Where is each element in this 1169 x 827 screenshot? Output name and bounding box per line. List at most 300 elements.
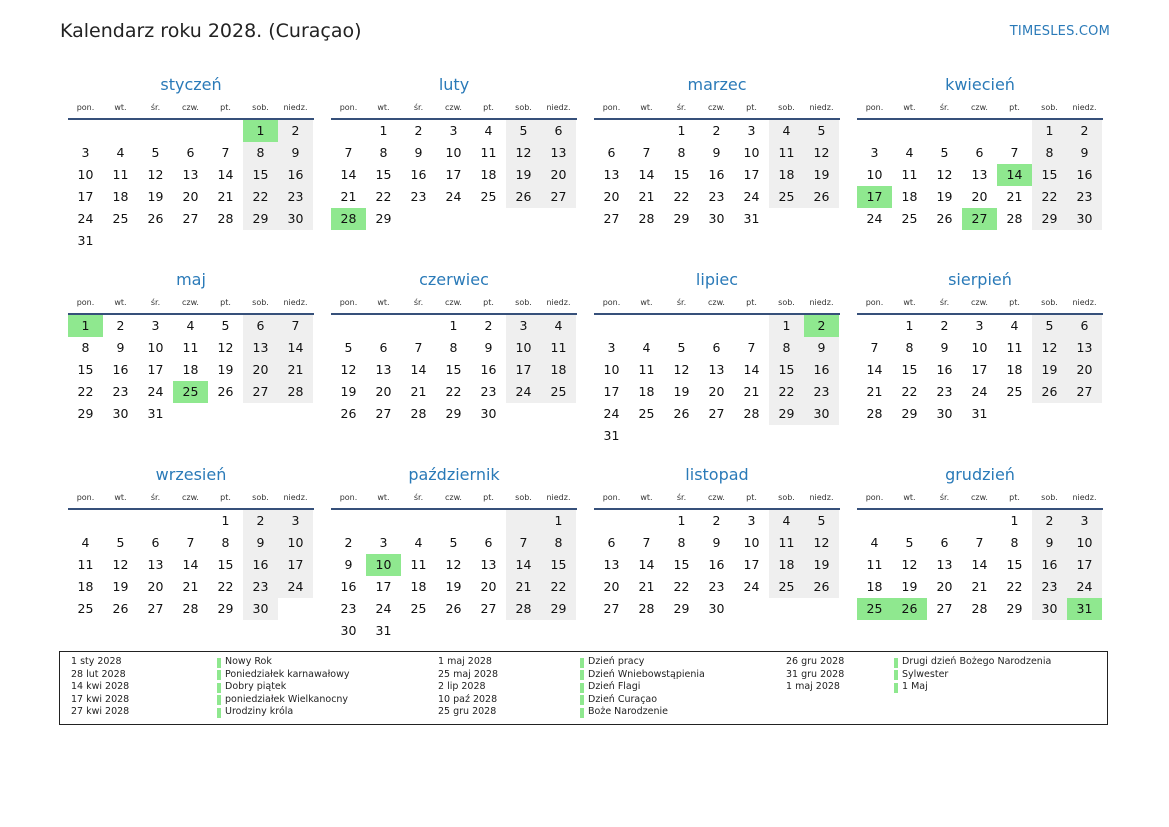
weekday-label: śr. <box>413 297 424 307</box>
weekday-label: sob. <box>515 297 532 307</box>
day-cell: 19 <box>217 362 234 377</box>
weekday-label: śr. <box>939 492 950 502</box>
day-cell: 23 <box>410 189 427 204</box>
empty-cell <box>892 510 927 532</box>
day-cell: 29 <box>217 601 234 616</box>
day-cell: 3 <box>81 145 90 160</box>
legend-color-marker <box>217 695 221 705</box>
weekday-label: pon. <box>76 102 95 112</box>
weekday-label: czw. <box>708 297 725 307</box>
day-cell: 30 <box>1032 598 1067 620</box>
day-cell: 4 <box>769 120 804 142</box>
weekday-header <box>68 486 314 510</box>
day-cell: 1 <box>769 315 804 337</box>
day-cell: 17 <box>147 362 164 377</box>
day-cell: 13 <box>375 362 392 377</box>
weekday-label: pt. <box>1009 492 1020 502</box>
day-cell: 31 <box>603 428 620 443</box>
day-cell: 29 <box>673 601 690 616</box>
day-cell: 30 <box>1067 208 1102 230</box>
day-cell: 11 <box>77 557 94 572</box>
day-cell: 21 <box>1006 189 1023 204</box>
day-cell: 6 <box>186 145 195 160</box>
day-cell: 12 <box>217 340 234 355</box>
months-grid <box>68 74 1102 659</box>
day-cell: 27 <box>603 211 620 226</box>
weekday-label: czw. <box>708 492 725 502</box>
day-cell: 10 <box>445 145 462 160</box>
day-cell: 16 <box>708 557 725 572</box>
day-cell: 6 <box>607 145 616 160</box>
day-cell: 30 <box>804 403 839 425</box>
day-cell: 18 <box>1006 362 1023 377</box>
day-cell: 14 <box>506 554 541 576</box>
legend-color-marker <box>580 658 584 668</box>
legend-date: 31 gru 2028 <box>786 668 845 680</box>
day-cell: 23 <box>278 186 313 208</box>
day-cell: 1 <box>379 123 388 138</box>
weekday-header <box>68 96 314 120</box>
empty-cell <box>699 315 734 337</box>
weekday-label: sob. <box>1041 102 1058 112</box>
empty-cell <box>506 620 541 642</box>
day-cell: 4 <box>769 510 804 532</box>
day-cell: 19 <box>445 579 462 594</box>
day-cell: 28 <box>278 381 313 403</box>
day-cell: 3 <box>1067 510 1102 532</box>
weekday-label: pt. <box>220 492 231 502</box>
month-name: październik <box>408 465 500 484</box>
empty-cell <box>103 510 138 532</box>
day-cell: 6 <box>975 145 984 160</box>
legend-holiday-name: Dzień Curaçao <box>588 693 658 705</box>
day-cell: 27 <box>541 186 576 208</box>
empty-cell <box>962 120 997 142</box>
legend-color-marker <box>217 658 221 668</box>
day-cell: 26 <box>892 598 927 620</box>
legend-holiday-name: Poniedziałek karnawałowy <box>225 668 350 680</box>
day-cell: 29 <box>901 406 918 421</box>
day-cell: 1 <box>449 318 458 333</box>
day-cell: 1 <box>677 513 686 528</box>
empty-cell <box>471 208 506 230</box>
day-cell: 8 <box>1032 142 1067 164</box>
day-cell: 28 <box>331 208 366 230</box>
day-cell: 20 <box>708 384 725 399</box>
day-cell: 25 <box>769 576 804 598</box>
weekday-label: pt. <box>1009 102 1020 112</box>
weekday-label: sob. <box>1041 297 1058 307</box>
legend-date: 17 kwi 2028 <box>71 693 130 705</box>
weekday-label: śr. <box>676 492 687 502</box>
days-grid <box>594 510 840 620</box>
days-grid <box>68 120 314 252</box>
day-cell: 7 <box>642 535 651 550</box>
day-cell: 6 <box>484 535 493 550</box>
empty-cell <box>892 120 927 142</box>
day-cell: 5 <box>151 145 160 160</box>
empty-cell <box>804 208 839 230</box>
weekday-label: niedz. <box>809 297 834 307</box>
month-name: maj <box>176 270 206 289</box>
day-cell: 18 <box>410 579 427 594</box>
day-cell: 11 <box>901 167 918 182</box>
weekday-label: sob. <box>778 492 795 502</box>
day-cell: 28 <box>638 211 655 226</box>
day-cell: 24 <box>743 189 760 204</box>
weekday-label: śr. <box>413 492 424 502</box>
day-cell: 27 <box>243 381 278 403</box>
empty-cell <box>278 403 313 425</box>
weekday-label: śr. <box>150 102 161 112</box>
day-cell: 18 <box>769 164 804 186</box>
day-cell: 2 <box>940 318 949 333</box>
day-cell: 19 <box>340 384 357 399</box>
day-cell: 31 <box>375 623 392 638</box>
legend-date: 10 paź 2028 <box>438 693 498 705</box>
legend-color-marker <box>580 695 584 705</box>
day-cell: 14 <box>997 164 1032 186</box>
days-grid <box>857 315 1103 425</box>
day-cell: 11 <box>410 557 427 572</box>
day-cell: 15 <box>445 362 462 377</box>
legend-color-marker <box>894 683 898 693</box>
day-cell: 19 <box>936 189 953 204</box>
legend-color-marker <box>894 670 898 680</box>
month-11 <box>594 464 840 659</box>
month-name: sierpień <box>948 270 1012 289</box>
day-cell: 25 <box>112 211 129 226</box>
legend-holiday-name: Dzień Wniebowstąpienia <box>588 668 705 680</box>
day-cell: 25 <box>857 598 892 620</box>
weekday-label: sob. <box>252 102 269 112</box>
day-cell: 6 <box>712 340 721 355</box>
day-cell: 18 <box>638 384 655 399</box>
empty-cell <box>769 425 804 447</box>
day-cell: 11 <box>112 167 129 182</box>
empty-cell <box>927 510 962 532</box>
day-cell: 24 <box>445 189 462 204</box>
day-cell: 12 <box>1032 337 1067 359</box>
day-cell: 26 <box>147 211 164 226</box>
day-cell: 24 <box>1067 576 1102 598</box>
day-cell: 26 <box>804 186 839 208</box>
legend-holiday-name: Dobry piątek <box>225 681 287 693</box>
weekday-label: czw. <box>971 492 988 502</box>
empty-cell <box>541 620 576 642</box>
legend-date: 28 lut 2028 <box>71 668 126 680</box>
empty-cell <box>629 425 664 447</box>
day-cell: 9 <box>712 535 721 550</box>
day-cell: 29 <box>77 406 94 421</box>
day-cell: 4 <box>870 535 879 550</box>
day-cell: 15 <box>673 557 690 572</box>
weekday-header <box>857 486 1103 510</box>
legend-date: 14 kwi 2028 <box>71 681 130 693</box>
weekday-header <box>857 96 1103 120</box>
empty-cell <box>594 315 629 337</box>
day-cell: 8 <box>243 142 278 164</box>
days-grid <box>594 315 840 447</box>
empty-cell <box>804 598 839 620</box>
weekday-label: śr. <box>676 297 687 307</box>
day-cell: 26 <box>506 186 541 208</box>
day-cell: 16 <box>480 362 497 377</box>
weekday-label: pt. <box>746 102 757 112</box>
weekday-label: wt. <box>114 297 127 307</box>
day-cell: 13 <box>936 557 953 572</box>
day-cell: 21 <box>506 576 541 598</box>
day-cell: 2 <box>414 123 423 138</box>
day-cell: 6 <box>151 535 160 550</box>
day-cell: 8 <box>769 337 804 359</box>
day-cell: 29 <box>1032 208 1067 230</box>
day-cell: 22 <box>1006 579 1023 594</box>
day-cell: 10 <box>603 362 620 377</box>
day-cell: 15 <box>243 164 278 186</box>
empty-cell <box>278 598 313 620</box>
month-name: luty <box>438 75 470 94</box>
empty-cell <box>506 403 541 425</box>
day-cell: 25 <box>769 186 804 208</box>
legend-date: 1 sty 2028 <box>71 656 122 667</box>
weekday-label: pt. <box>746 297 757 307</box>
weekday-label: pt. <box>1009 297 1020 307</box>
day-cell: 4 <box>1010 318 1019 333</box>
day-cell: 13 <box>147 557 164 572</box>
day-cell: 10 <box>77 167 94 182</box>
page-title: Kalendarz roku 2028. (Curaçao) <box>60 20 362 42</box>
days-grid <box>331 315 577 425</box>
day-cell: 25 <box>638 406 655 421</box>
day-cell: 3 <box>278 510 313 532</box>
weekday-label: pt. <box>483 297 494 307</box>
day-cell: 29 <box>445 406 462 421</box>
legend-color-marker <box>217 670 221 680</box>
day-cell: 11 <box>769 532 804 554</box>
day-cell: 10 <box>147 340 164 355</box>
weekday-header <box>331 96 577 120</box>
day-cell: 19 <box>673 384 690 399</box>
legend-holiday-name: Dzień Flagi <box>588 681 641 693</box>
day-cell: 16 <box>278 164 313 186</box>
day-cell: 1 <box>243 120 278 142</box>
empty-cell <box>962 510 997 532</box>
day-cell: 1 <box>541 510 576 532</box>
days-grid <box>331 120 577 230</box>
day-cell: 5 <box>804 120 839 142</box>
day-cell: 22 <box>541 576 576 598</box>
day-cell: 10 <box>866 167 883 182</box>
empty-cell <box>997 120 1032 142</box>
empty-cell <box>103 120 138 142</box>
day-cell: 24 <box>375 601 392 616</box>
weekday-header <box>68 291 314 315</box>
day-cell: 8 <box>449 340 458 355</box>
day-cell: 28 <box>182 601 199 616</box>
brand-link[interactable]: TIMESLES.COM <box>1009 24 1110 39</box>
day-cell: 13 <box>182 167 199 182</box>
day-cell: 25 <box>173 381 208 403</box>
day-cell: 17 <box>971 362 988 377</box>
empty-cell <box>594 120 629 142</box>
empty-cell <box>471 620 506 642</box>
day-cell: 12 <box>901 557 918 572</box>
day-cell: 14 <box>278 337 313 359</box>
weekday-label: wt. <box>640 297 653 307</box>
day-cell: 6 <box>243 315 278 337</box>
day-cell: 21 <box>638 579 655 594</box>
day-cell: 8 <box>221 535 230 550</box>
weekday-label: czw. <box>445 297 462 307</box>
weekday-label: pon. <box>76 492 95 502</box>
day-cell: 29 <box>769 403 804 425</box>
day-cell: 11 <box>866 557 883 572</box>
day-cell: 14 <box>743 362 760 377</box>
holiday-legend <box>59 651 1108 725</box>
day-cell: 18 <box>769 554 804 576</box>
day-cell: 4 <box>414 535 423 550</box>
day-cell: 6 <box>940 535 949 550</box>
day-cell: 29 <box>375 211 392 226</box>
day-cell: 11 <box>541 337 576 359</box>
day-cell: 28 <box>506 598 541 620</box>
day-cell: 21 <box>182 579 199 594</box>
day-cell: 13 <box>603 557 620 572</box>
day-cell: 23 <box>112 384 129 399</box>
empty-cell <box>366 315 401 337</box>
day-cell: 23 <box>1067 186 1102 208</box>
day-cell: 9 <box>484 340 493 355</box>
day-cell: 15 <box>1032 164 1067 186</box>
day-cell: 4 <box>642 340 651 355</box>
day-cell: 11 <box>769 142 804 164</box>
day-cell: 25 <box>901 211 918 226</box>
day-cell: 30 <box>936 406 953 421</box>
day-cell: 26 <box>445 601 462 616</box>
day-cell: 3 <box>747 513 756 528</box>
day-cell: 2 <box>712 123 721 138</box>
day-cell: 16 <box>340 579 357 594</box>
month-name: czerwiec <box>419 270 489 289</box>
day-cell: 22 <box>1032 186 1067 208</box>
weekday-label: wt. <box>377 297 390 307</box>
day-cell: 5 <box>506 120 541 142</box>
empty-cell <box>804 425 839 447</box>
month-7 <box>594 269 840 464</box>
day-cell: 2 <box>243 510 278 532</box>
month-1 <box>68 74 314 269</box>
day-cell: 7 <box>414 340 423 355</box>
legend-color-marker <box>580 683 584 693</box>
empty-cell <box>629 510 664 532</box>
day-cell: 8 <box>379 145 388 160</box>
day-cell: 22 <box>375 189 392 204</box>
weekday-label: sob. <box>515 102 532 112</box>
day-cell: 6 <box>541 120 576 142</box>
day-cell: 5 <box>1032 315 1067 337</box>
day-cell: 5 <box>940 145 949 160</box>
day-cell: 14 <box>182 557 199 572</box>
day-cell: 23 <box>936 384 953 399</box>
empty-cell <box>734 598 769 620</box>
day-cell: 20 <box>1067 359 1102 381</box>
weekday-header <box>331 486 577 510</box>
weekday-label: czw. <box>971 102 988 112</box>
days-grid <box>594 120 840 230</box>
day-cell: 3 <box>379 535 388 550</box>
day-cell: 1 <box>221 513 230 528</box>
weekday-label: śr. <box>413 102 424 112</box>
day-cell: 12 <box>804 532 839 554</box>
weekday-label: czw. <box>708 102 725 112</box>
day-cell: 31 <box>77 233 94 248</box>
day-cell: 5 <box>221 318 230 333</box>
day-cell: 13 <box>971 167 988 182</box>
empty-cell <box>1032 403 1067 425</box>
day-cell: 2 <box>1032 510 1067 532</box>
day-cell: 1 <box>677 123 686 138</box>
weekday-label: pon. <box>602 102 621 112</box>
empty-cell <box>436 510 471 532</box>
day-cell: 7 <box>975 535 984 550</box>
weekday-label: pon. <box>339 102 358 112</box>
empty-cell <box>208 230 243 252</box>
day-cell: 20 <box>541 164 576 186</box>
day-cell: 25 <box>1006 384 1023 399</box>
weekday-label: wt. <box>114 102 127 112</box>
day-cell: 19 <box>1032 359 1067 381</box>
empty-cell <box>331 510 366 532</box>
day-cell: 5 <box>344 340 353 355</box>
weekday-label: niedz. <box>546 297 571 307</box>
empty-cell <box>68 510 103 532</box>
day-cell: 8 <box>677 535 686 550</box>
month-name: listopad <box>685 465 749 484</box>
weekday-label: czw. <box>182 297 199 307</box>
weekday-label: niedz. <box>283 297 308 307</box>
day-cell: 9 <box>278 142 313 164</box>
day-cell: 27 <box>375 406 392 421</box>
weekday-header <box>594 486 840 510</box>
day-cell: 18 <box>77 579 94 594</box>
day-cell: 7 <box>186 535 195 550</box>
weekday-label: pon. <box>602 492 621 502</box>
empty-cell <box>699 425 734 447</box>
day-cell: 26 <box>936 211 953 226</box>
day-cell: 15 <box>673 167 690 182</box>
legend-date: 1 maj 2028 <box>438 656 492 667</box>
day-cell: 10 <box>971 340 988 355</box>
day-cell: 6 <box>607 535 616 550</box>
day-cell: 10 <box>743 145 760 160</box>
day-cell: 10 <box>743 535 760 550</box>
day-cell: 24 <box>278 576 313 598</box>
day-cell: 10 <box>366 554 401 576</box>
day-cell: 16 <box>112 362 129 377</box>
day-cell: 17 <box>77 189 94 204</box>
day-cell: 13 <box>603 167 620 182</box>
day-cell: 23 <box>1032 576 1067 598</box>
day-cell: 18 <box>541 359 576 381</box>
day-cell: 2 <box>1067 120 1102 142</box>
day-cell: 1 <box>1010 513 1019 528</box>
month-4 <box>857 74 1103 269</box>
day-cell: 27 <box>1067 381 1102 403</box>
empty-cell <box>401 315 436 337</box>
day-cell: 10 <box>278 532 313 554</box>
weekday-label: pon. <box>339 297 358 307</box>
